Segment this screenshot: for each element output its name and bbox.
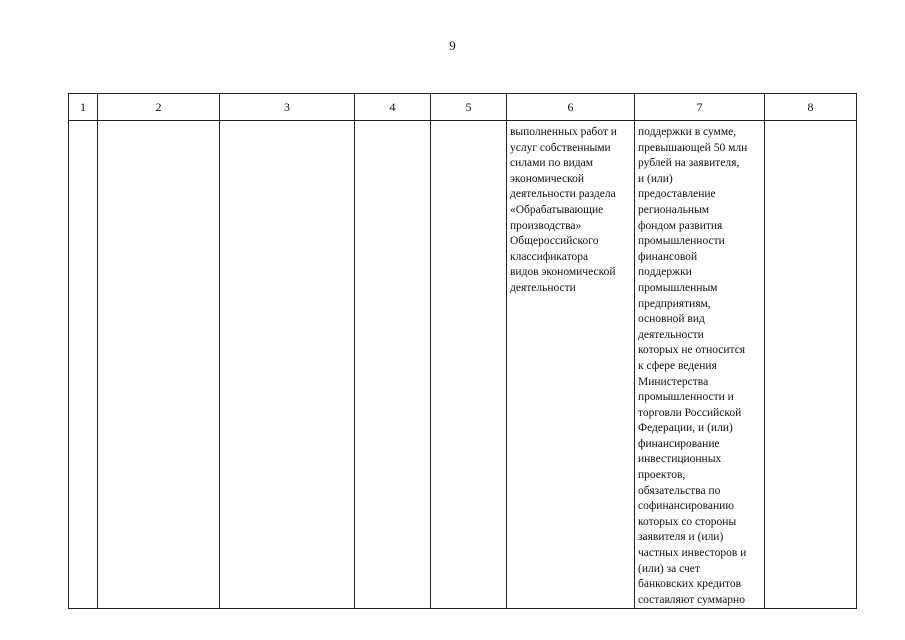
cell-col-6 — [507, 121, 635, 609]
cell-col-3 — [220, 121, 355, 609]
cell-col-8 — [765, 121, 857, 609]
page-number: 9 — [449, 38, 456, 53]
column-header-6: 6 — [507, 94, 635, 121]
table-header-row — [69, 94, 857, 121]
column-header-5: 5 — [431, 94, 507, 121]
column-header-3: 3 — [220, 94, 355, 121]
column-header-7: 7 — [635, 94, 765, 121]
column-header-1: 1 — [69, 94, 98, 121]
cell-col-4 — [355, 121, 431, 609]
column-header-2: 2 — [98, 94, 220, 121]
cell-col-5 — [431, 121, 507, 609]
cell-col-1 — [69, 121, 98, 609]
column-header-8: 8 — [765, 94, 857, 121]
cell-col-7 — [635, 121, 765, 609]
column-header-4: 4 — [355, 94, 431, 121]
document-table — [68, 93, 857, 609]
cell-col-2 — [98, 121, 220, 609]
cell-col-6-text: выполненных работ и услуг собственными силами по видам экономической деятельности раздела «Обрабатывающие производства» Общероссийского классификатора видов экономической деятельности — [510, 126, 617, 294]
cell-col-7-text: поддержки в сумме, превышающей 50 млн рублей на заявителя, и (или) предоставление региональным фондом развития промышленности финансовой поддержки промышленным предприятиям, основной вид деятельности которых не относится к сфере ведения Министерства промышленности и торговли Российской Федерации, и (или) финансирование инвестиционных проектов, обязательства по софинансированию которых со стороны заявителя и (или) частных инвесторов и (или) за счет банковских кредитов составляют суммарно — [638, 126, 748, 606]
table-row — [69, 121, 857, 609]
